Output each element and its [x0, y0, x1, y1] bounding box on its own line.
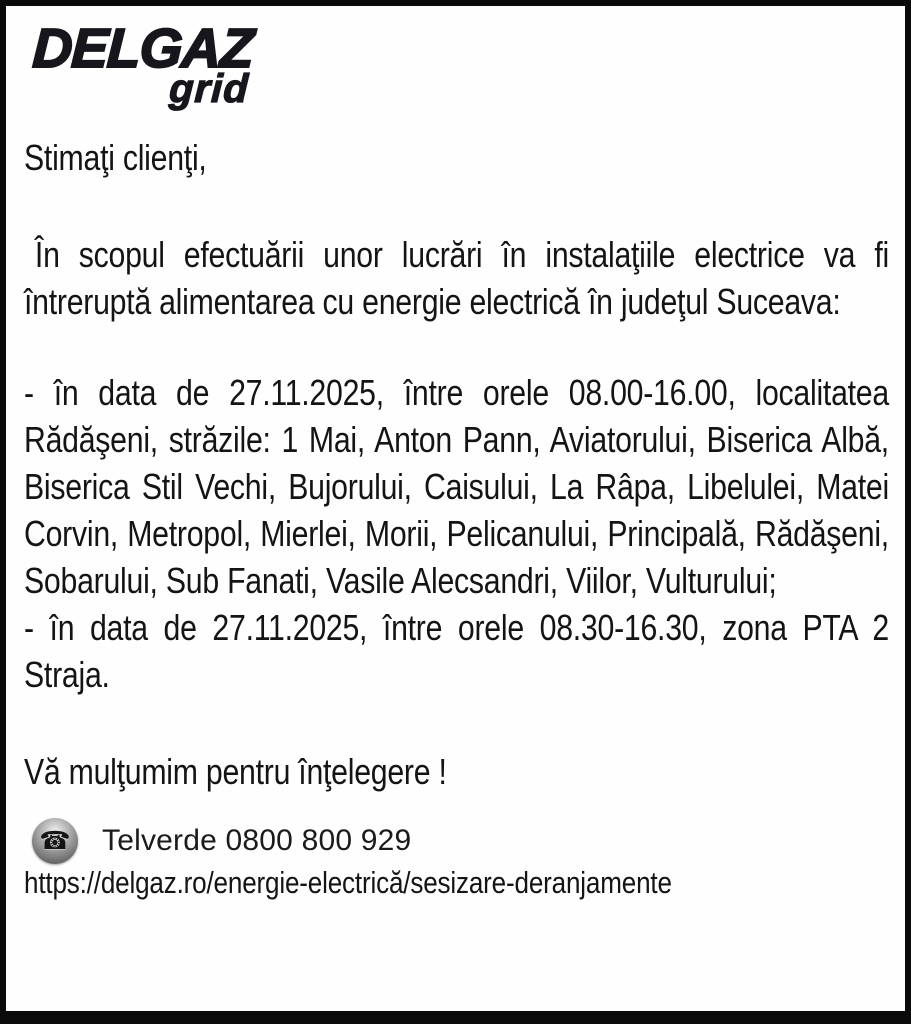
notice-body	[24, 134, 889, 795]
salutation-text: Stimaţi clienţi,	[24, 137, 207, 178]
hotline-number: Telverde 0800 800 929	[102, 824, 412, 857]
intro-paragraph: În scopul efectuării unor lucrări în instalaţiile electrice va fi întreruptă alimentarea cu energie electrică în judeţul Suceava:	[24, 234, 889, 322]
outage-item-straja: - în data de 27.11.2025, între orele 08.30-16.30, zona PTA 2 Straja.	[24, 607, 889, 695]
logo-sub-text: grid	[168, 67, 251, 111]
logo-brand-text: DELGAZ	[31, 17, 255, 79]
url-row	[24, 867, 889, 899]
contact-row	[24, 817, 889, 865]
report-issues-link[interactable]: https://delgaz.ro/energie-electrică/sesizare-deranjamente	[24, 865, 672, 900]
delgaz-grid-logo	[30, 17, 255, 111]
closing-text: Vă mulţumim pentru înţelegere !	[24, 751, 447, 792]
outage-item-radaseni: - în data de 27.11.2025, între orele 08.00-16.00, localitatea Rădăşeni, străzile: 1 Mai, Anton Pann, Aviatorului, Biserica Albă, Biserica Stil Vechi, Bujorului, Caisului, La Râpa, Libelulei, Matei Corvin, Metropol, Mierlei, Morii, Pelicanului, Principală, Rădăşeni, Sobarului, Sub Fanati, Vasile Alecsandri, Viilor, Vulturului;	[24, 372, 889, 601]
telephone-icon	[32, 818, 78, 864]
telephone-glyph: ☎	[39, 826, 71, 855]
